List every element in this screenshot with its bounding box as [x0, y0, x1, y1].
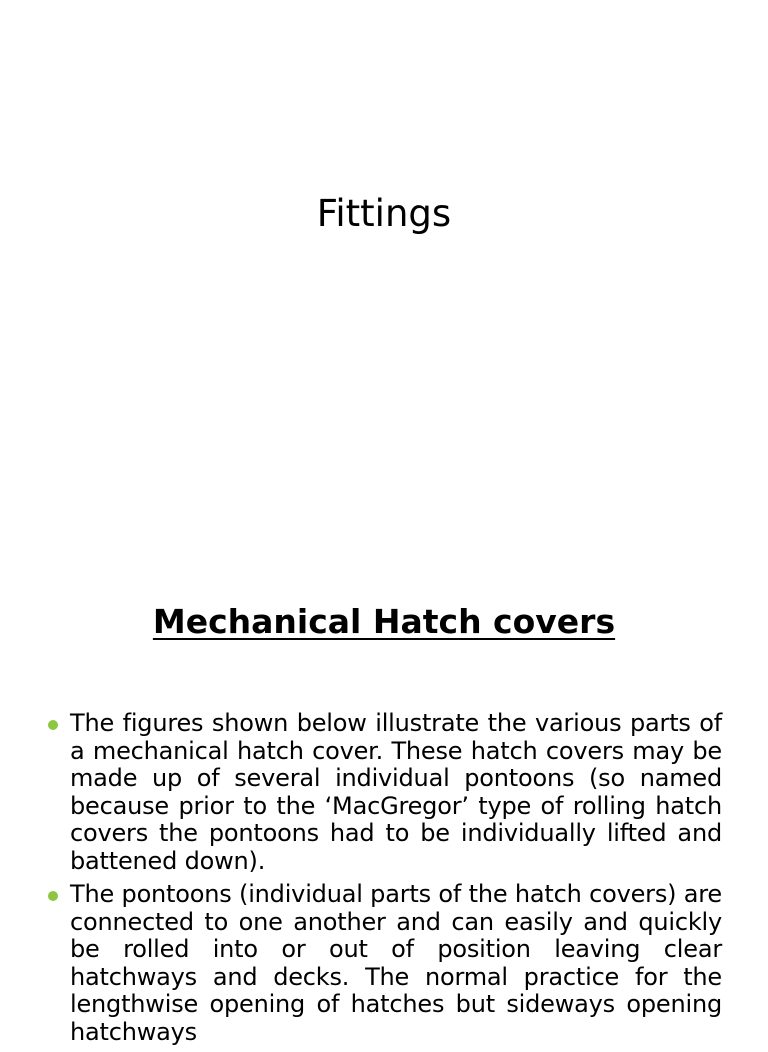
- slide-title: Fittings: [316, 192, 452, 235]
- section-heading: Mechanical Hatch covers: [152, 602, 616, 641]
- bullet-text: The pontoons (individual parts of the hatch covers) are connected to one another and can easily and quickly be rolled into or out of position leaving clear hatchways and decks. The normal practice for the lengthwise opening of hatches but sideways opening hatchways: [70, 880, 722, 1046]
- bullet-list: [46, 710, 722, 1052]
- bullet-dot-icon: [48, 891, 58, 901]
- bullet-dot-icon: [48, 720, 58, 730]
- bullet-item: [46, 881, 722, 1046]
- content-slide: [0, 560, 768, 1046]
- bullet-item: [46, 710, 722, 875]
- bullet-text: The figures shown below illustrate the various parts of a mechanical hatch cover. These hatch covers may be made up of several individual pontoons (so named because prior to the ‘MacGregor’ type of rolling hatch covers the pontoons had to be individually lifted and battened down).: [70, 709, 722, 875]
